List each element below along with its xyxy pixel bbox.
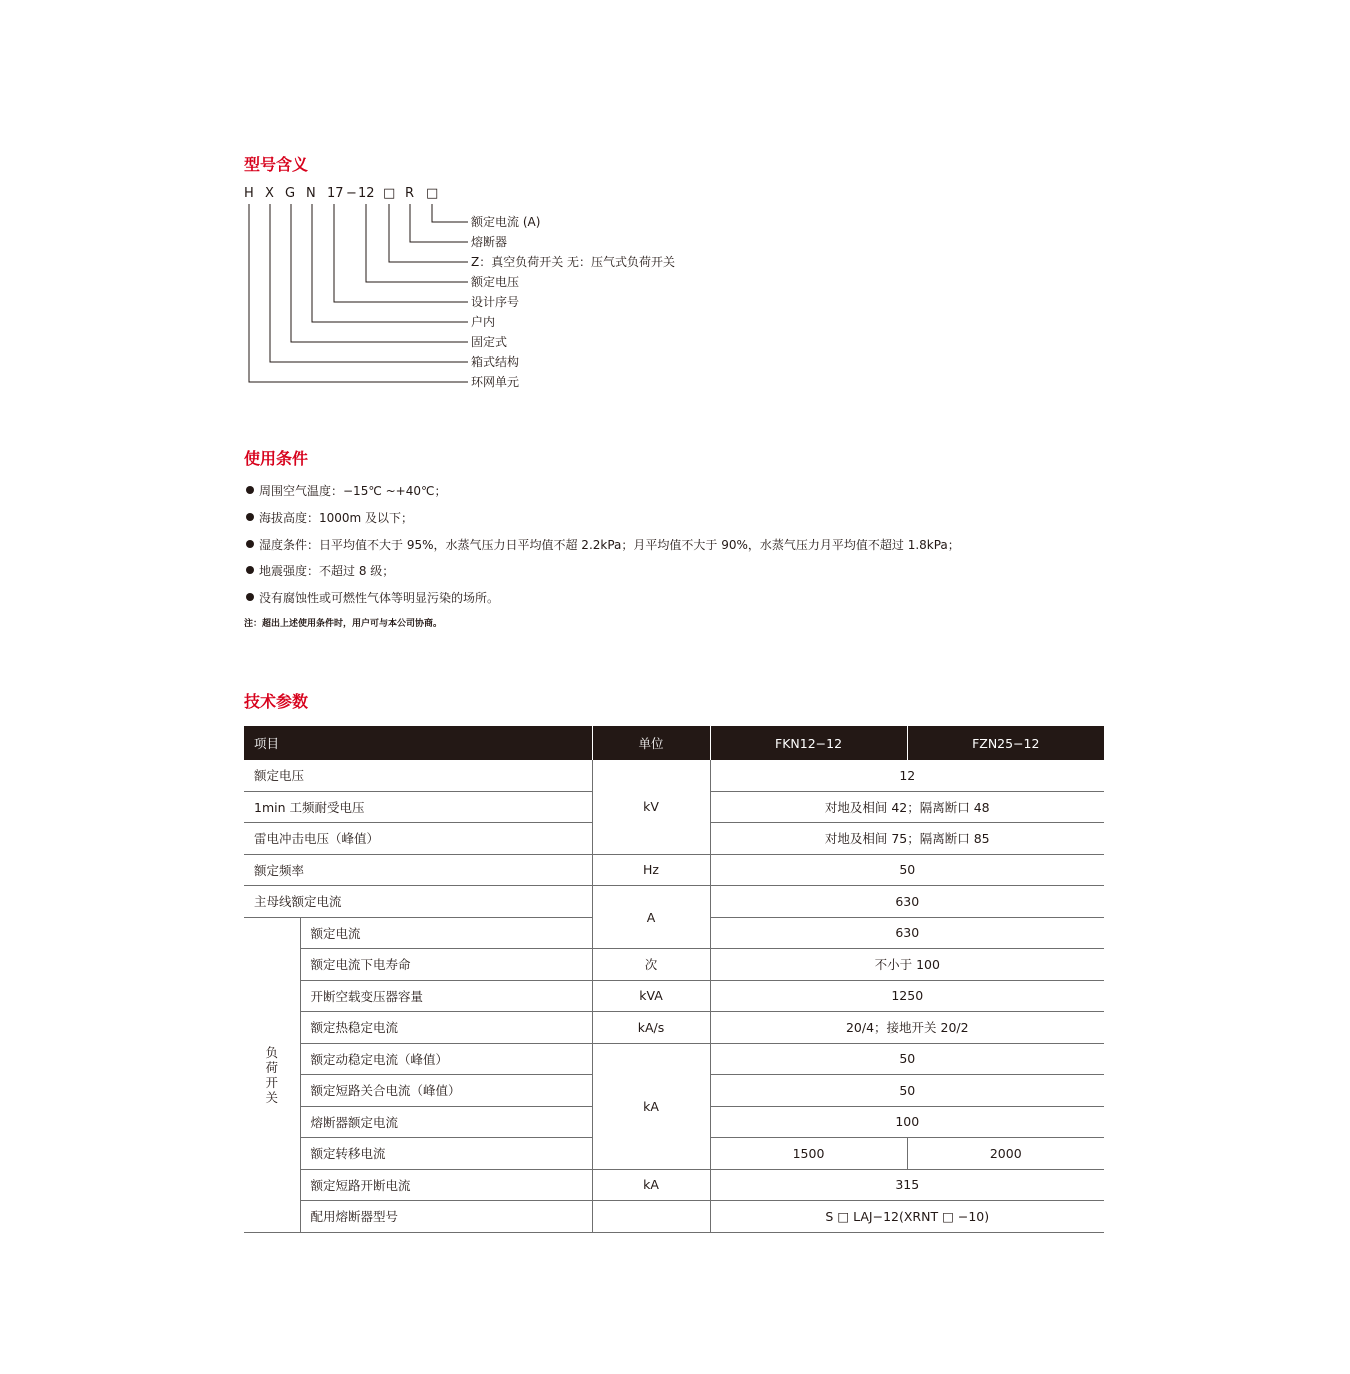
row-item: 额定电流: [300, 917, 592, 949]
code-letter-r: R: [405, 186, 415, 201]
row-value: 20/4；接地开关 20/2: [710, 1012, 1104, 1044]
row-value: S □ LAJ−12(XRNT □ −10): [710, 1201, 1104, 1233]
code-voltage: 12: [358, 186, 375, 201]
table-row: [244, 1169, 1104, 1201]
row-item: 额定短路关合电流（峰值）: [300, 1075, 592, 1107]
row-value: 对地及相间 75；隔离断口 85: [710, 823, 1104, 855]
condition-item: [246, 482, 446, 499]
meaning-indoor: 户内: [471, 315, 496, 329]
spec-table: [244, 726, 1104, 1233]
group-label-load-switch: 负荷开关: [244, 917, 300, 1232]
model-code-diagram: [240, 185, 700, 395]
condition-item: [246, 562, 394, 579]
condition-item: [246, 536, 960, 553]
row-item: 额定转移电流: [300, 1138, 592, 1170]
bullet-icon: [246, 513, 254, 521]
table-row: [244, 886, 1104, 918]
row-value: 315: [710, 1169, 1104, 1201]
code-box-type: □: [383, 186, 396, 201]
row-unit: kA/s: [592, 1012, 710, 1044]
header-unit: 单位: [592, 726, 710, 760]
section-title-conditions: 使用条件: [244, 449, 309, 468]
row-value: 对地及相间 42；隔离断口 48: [710, 791, 1104, 823]
row-unit: kVA: [592, 980, 710, 1012]
row-item: 配用熔断器型号: [300, 1201, 592, 1233]
row-item: 额定电压: [244, 760, 592, 791]
row-unit: kV: [592, 760, 710, 854]
row-value: 12: [710, 760, 1104, 791]
row-unit: kA: [592, 1169, 710, 1201]
meaning-ring-main-unit: 环网单元: [471, 375, 520, 389]
row-unit: kA: [592, 1043, 710, 1169]
row-item: 额定短路开断电流: [300, 1169, 592, 1201]
row-item: 额定热稳定电流: [300, 1012, 592, 1044]
meaning-fixed: 固定式: [471, 335, 508, 349]
code-dash: −: [346, 186, 357, 201]
row-value-fzn: 2000: [907, 1138, 1104, 1170]
table-header-row: [244, 726, 1104, 760]
code-letter-x: X: [265, 186, 274, 201]
row-item: 雷电冲击电压（峰值）: [244, 823, 592, 855]
code-letter-h: H: [244, 186, 254, 201]
meaning-rated-voltage: 额定电压: [471, 275, 520, 289]
code-letter-g: G: [285, 186, 296, 201]
table-row: [244, 1043, 1104, 1075]
table-row: [244, 949, 1104, 981]
meaning-switch-type: Z：真空负荷开关 无：压气式负荷开关: [471, 255, 676, 269]
model-code-connector-lines: [240, 185, 700, 395]
condition-text: 没有腐蚀性或可燃性气体等明显污染的场所。: [259, 591, 500, 605]
condition-text: 地震强度：不超过 8 级；: [259, 564, 395, 578]
row-item: 熔断器额定电流: [300, 1106, 592, 1138]
header-model-fkn: FKN12−12: [710, 726, 907, 760]
condition-text: 湿度条件：日平均值不大于 95%，水蒸气压力日平均值不超 2.2kPa；月平均值不大于 90%，水蒸气压力月平均值不超过 1.8kPa；: [259, 538, 960, 552]
row-unit: 次: [592, 949, 710, 981]
row-value: 630: [710, 917, 1104, 949]
section-title-model: 型号含义: [244, 155, 309, 174]
row-value: 不小于 100: [710, 949, 1104, 981]
row-value-fkn: 1500: [710, 1138, 907, 1170]
row-unit: Hz: [592, 854, 710, 886]
meaning-design-number: 设计序号: [471, 295, 520, 309]
conditions-note: 注：超出上述使用条件时，用户可与本公司协商。: [244, 619, 443, 629]
code-letter-n: N: [306, 186, 316, 201]
row-value: 50: [710, 1075, 1104, 1107]
bullet-icon: [246, 540, 254, 548]
meaning-box-structure: 箱式结构: [471, 355, 520, 369]
code-box-current: □: [426, 186, 439, 201]
bullet-icon: [246, 593, 254, 601]
bullet-icon: [246, 566, 254, 574]
row-item: 1min 工频耐受电压: [244, 791, 592, 823]
code-design-number: 17: [327, 186, 344, 201]
meaning-rated-current: 额定电流 (A): [471, 215, 541, 229]
row-item: 主母线额定电流: [244, 886, 592, 918]
condition-item: [246, 509, 413, 526]
table-row: [244, 1012, 1104, 1044]
row-item: 额定频率: [244, 854, 592, 886]
row-value: 50: [710, 854, 1104, 886]
meaning-fuse: 熔断器: [471, 235, 508, 249]
table-row: [244, 760, 1104, 791]
row-value: 50: [710, 1043, 1104, 1075]
header-model-fzn: FZN25−12: [907, 726, 1104, 760]
row-value: 100: [710, 1106, 1104, 1138]
row-value: 630: [710, 886, 1104, 918]
condition-text: 海拔高度：1000m 及以下；: [259, 511, 414, 525]
row-unit: [592, 1201, 710, 1233]
row-item: 额定电流下电寿命: [300, 949, 592, 981]
row-value: 1250: [710, 980, 1104, 1012]
condition-text: 周围空气温度：−15℃ ~+40℃；: [259, 484, 447, 498]
header-item: 项目: [244, 726, 592, 760]
table-row: [244, 980, 1104, 1012]
table-row: [244, 854, 1104, 886]
section-title-params: 技术参数: [244, 692, 309, 711]
bullet-icon: [246, 486, 254, 494]
table-row: [244, 1201, 1104, 1233]
row-item: 额定动稳定电流（峰值）: [300, 1043, 592, 1075]
row-item: 开断空载变压器容量: [300, 980, 592, 1012]
row-unit: A: [592, 886, 710, 949]
condition-item: [246, 589, 499, 606]
